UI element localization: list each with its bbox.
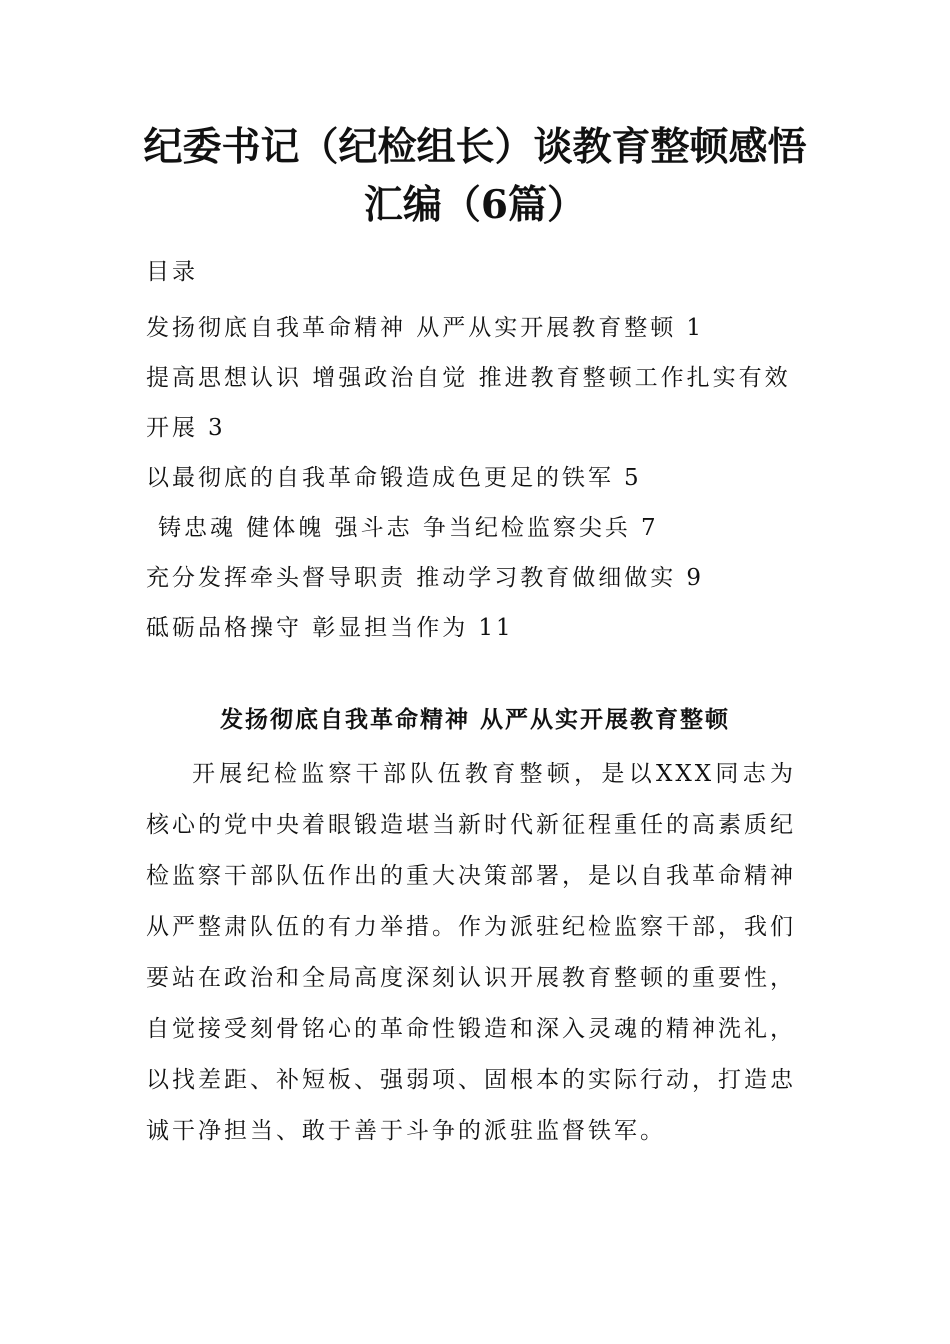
toc-item [146, 553, 796, 603]
toc-item-title: 提高思想认识 增强政治自觉 推进教育整顿工作扎实有效开展 [146, 365, 791, 441]
toc-item-title: 铸忠魂 健体魄 强斗志 争当纪检监察尖兵 [158, 515, 631, 541]
toc-item [146, 453, 796, 503]
toc-item-page: 11 [478, 615, 514, 641]
toc-item-title: 充分发挥牵头督导职责 推动学习教育做细做实 [146, 565, 677, 591]
toc-item-page: 9 [686, 565, 704, 591]
toc-item [146, 353, 796, 453]
section-heading: 发扬彻底自我革命精神 从严从实开展教育整顿 [219, 706, 730, 733]
toc-item-page: 5 [624, 465, 642, 491]
table-of-contents [146, 303, 796, 653]
toc-item [146, 503, 796, 553]
toc-item [146, 603, 796, 653]
toc-item-title: 砥砺品格操守 彰显担当作为 [146, 615, 469, 641]
toc-item-title: 发扬彻底自我革命精神 从严从实开展教育整顿 [146, 315, 677, 341]
toc-item-page: 7 [640, 515, 659, 541]
toc-item-page: 3 [208, 415, 226, 441]
toc-item-page: 1 [686, 315, 704, 341]
toc-item-title: 以最彻底的自我革命锻造成色更足的铁军 [146, 465, 614, 491]
toc-heading: 目录 [146, 259, 198, 285]
toc-item [146, 303, 796, 353]
body-paragraph: 开展纪检监察干部队伍教育整顿，是以XXX同志为核心的党中央着眼锻造堪当新时代新征程重任的高素质纪检监察干部队伍作出的重大决策部署，是以自我革命精神从严整肃队伍的有力举措。作为派驻纪检监察干部，我们要站在政治和全局高度深刻认识开展教育整顿的重要性，自觉接受刻骨铭心的革命性锻造和深入灵魂的精神洗礼，以找差距、补短板、强弱项、固根本的实际行动，打造忠诚干净担当、敢于善于斗争的派驻监督铁军。 [146, 761, 796, 1144]
document-title: 纪委书记（纪检组长）谈教育整顿感悟汇编（6篇） [143, 124, 807, 228]
